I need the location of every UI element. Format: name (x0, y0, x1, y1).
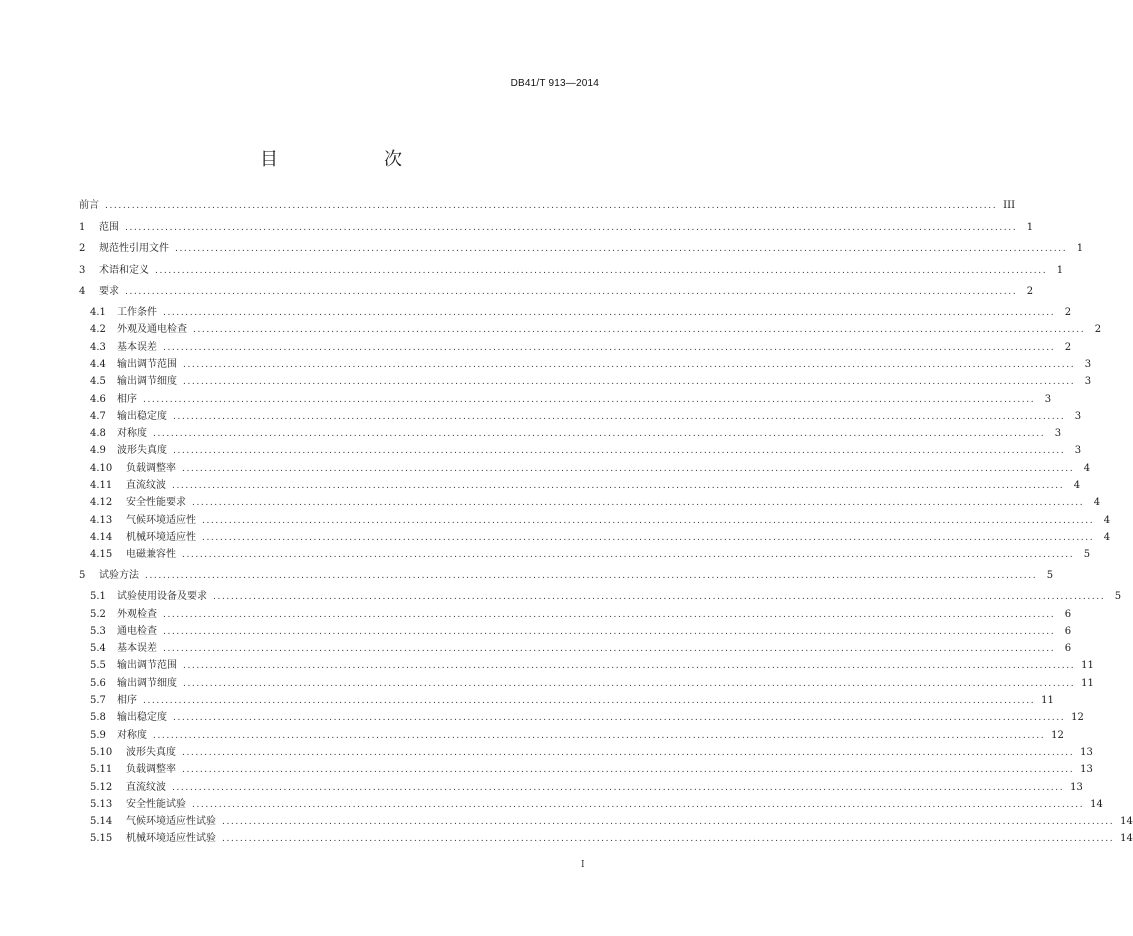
toc-entry-page: 3 (1084, 359, 1092, 370)
toc-leader-dots: ........................................................................................................................................................................................................ (163, 343, 1056, 353)
toc-entry[interactable] (90, 305, 1072, 321)
toc-entry-number: 4.3 (90, 342, 106, 353)
toc-entry-page: 1 (1056, 265, 1064, 276)
toc-leader-dots: ........................................................................................................................................................................................................ (182, 748, 1075, 758)
toc-entry-label: 负载调整率 (126, 463, 176, 474)
toc-entry-page: 6 (1064, 643, 1072, 654)
toc-entry-label: 直流纹波 (126, 782, 166, 793)
toc-entry[interactable] (90, 513, 1111, 529)
toc-entry[interactable] (90, 340, 1072, 356)
toc-entry-number: 4.2 (90, 324, 106, 335)
toc-entry-number: 4.8 (90, 428, 106, 439)
toc-leader-dots: ........................................................................................................................................................................................................ (202, 516, 1095, 526)
toc-entry[interactable] (79, 284, 1034, 300)
toc-entry-label: 安全性能要求 (126, 497, 186, 508)
toc-entry[interactable] (79, 220, 1034, 236)
toc-entry-label: 基本误差 (117, 643, 157, 654)
toc-entry-page: 14 (1120, 816, 1133, 827)
toc-entry[interactable] (90, 426, 1062, 442)
toc-entry-page: 12 (1071, 712, 1084, 723)
toc-entry-number: 5.15 (90, 833, 113, 844)
toc-entry-number: 4.13 (90, 515, 113, 526)
toc-entry[interactable] (79, 568, 1054, 584)
toc-entry[interactable] (90, 478, 1081, 494)
toc-leader-dots: ........................................................................................................................................................................................................ (153, 731, 1046, 741)
toc-entry-label: 前言 (79, 200, 99, 211)
toc-entry-label: 波形失真度 (126, 747, 176, 758)
toc-entry-label: 机械环境适应性试验 (126, 833, 216, 844)
toc-leader-dots: ........................................................................................................................................................................................................ (172, 481, 1065, 491)
toc-entry-page: 11 (1041, 695, 1054, 706)
toc-entry-page: 5 (1046, 570, 1054, 581)
toc-entry-label: 输出调节细度 (117, 376, 177, 387)
toc-leader-dots: ........................................................................................................................................................................................................ (163, 308, 1056, 318)
toc-entry-number: 5.3 (90, 626, 106, 637)
toc-entry-page: 4 (1093, 497, 1101, 508)
toc-entry-page: 5 (1114, 591, 1122, 602)
toc-entry-page: 13 (1080, 747, 1093, 758)
toc-leader-dots: ........................................................................................................................................................................................................ (182, 550, 1075, 560)
toc-entry-number: 5.10 (90, 747, 113, 758)
toc-entry[interactable] (90, 443, 1082, 459)
toc-entry-number: 4.6 (90, 394, 106, 405)
toc-entry-page: 14 (1090, 799, 1103, 810)
toc-leader-dots: ........................................................................................................................................................................................................ (143, 696, 1036, 706)
toc-entry-number: 5.11 (90, 764, 113, 775)
toc-entry-label: 术语和定义 (99, 265, 149, 276)
toc-leader-dots: ........................................................................................................................................................................................................ (173, 412, 1066, 422)
toc-leader-dots: ........................................................................................................................................................................................................ (213, 592, 1106, 602)
toc-entry-page: 2 (1064, 307, 1072, 318)
toc-entry-page: 4 (1073, 480, 1081, 491)
toc-entry[interactable] (90, 728, 1064, 744)
toc-entry-label: 要求 (99, 286, 119, 297)
toc-leader-dots: ........................................................................................................................................................................................................ (163, 644, 1056, 654)
toc-leader-dots: ........................................................................................................................................................................................................ (153, 429, 1046, 439)
toc-entry-number: 4.4 (90, 359, 106, 370)
toc-entry[interactable] (90, 495, 1101, 511)
toc-leader-dots: ........................................................................................................................................................................................................ (163, 610, 1056, 620)
toc-entry[interactable] (90, 322, 1102, 338)
toc-entry[interactable] (90, 641, 1072, 657)
toc-entry-number: 5.14 (90, 816, 113, 827)
toc-entry[interactable] (90, 693, 1054, 709)
toc-entry-label: 试验使用设备及要求 (117, 591, 207, 602)
toc-entry-number: 4.7 (90, 411, 106, 422)
toc-leader-dots: ........................................................................................................................................................................................................ (183, 360, 1076, 370)
toc-leader-dots: ........................................................................................................................................................................................................ (125, 287, 1018, 297)
toc-entry-page: 2 (1094, 324, 1102, 335)
toc-entry-number: 5 (79, 570, 86, 581)
toc-entry[interactable] (90, 745, 1093, 761)
toc-leader-dots: ........................................................................................................................................................................................................ (175, 244, 1068, 254)
toc-entry[interactable] (90, 676, 1094, 692)
toc-leader-dots: ........................................................................................................................................................................................................ (182, 765, 1075, 775)
toc-entry[interactable] (79, 263, 1064, 279)
toc-entry-page: 3 (1084, 376, 1092, 387)
toc-entry[interactable] (90, 589, 1122, 605)
toc-entry-label: 输出稳定度 (117, 712, 167, 723)
toc-leader-dots: ........................................................................................................................................................................................................ (145, 571, 1038, 581)
toc-entry-label: 输出调节范围 (117, 660, 177, 671)
toc-title: 目 次 (260, 149, 446, 170)
toc-entry-label: 输出调节细度 (117, 678, 177, 689)
toc-leader-dots: ........................................................................................................................................................................................................ (172, 783, 1065, 793)
toc-entry-label: 相序 (117, 394, 137, 405)
toc-leader-dots: ........................................................................................................................................................................................................ (202, 533, 1095, 543)
toc-entry[interactable] (90, 762, 1093, 778)
toc-entry-page: 13 (1080, 764, 1093, 775)
toc-entry-number: 4.11 (90, 480, 113, 491)
toc-entry[interactable] (90, 461, 1091, 477)
toc-entry[interactable] (90, 409, 1082, 425)
toc-entry-label: 基本误差 (117, 342, 157, 353)
toc-leader-dots: ........................................................................................................................................................................................................ (183, 377, 1076, 387)
toc-entry[interactable] (90, 374, 1092, 390)
toc-entry[interactable] (90, 710, 1084, 726)
toc-entry-page: 3 (1074, 445, 1082, 456)
toc-entry-page: 1 (1076, 243, 1084, 254)
toc-entry-label: 外观检查 (117, 609, 157, 620)
toc-entry[interactable] (90, 547, 1091, 563)
toc-leader-dots: ........................................................................................................................................................................................................ (155, 266, 1048, 276)
toc-leader-dots: ........................................................................................................................................................................................................ (192, 498, 1085, 508)
toc-entry-page: 2 (1026, 286, 1034, 297)
toc-entry-label: 相序 (117, 695, 137, 706)
toc-entry-number: 4.10 (90, 463, 113, 474)
toc-leader-dots: ........................................................................................................................................................................................................ (183, 661, 1076, 671)
toc-leader-dots: ........................................................................................................................................................................................................ (193, 325, 1086, 335)
toc-entry-number: 5.9 (90, 730, 106, 741)
toc-leader-dots: ........................................................................................................................................................................................................ (173, 713, 1066, 723)
toc-entry-label: 直流纹波 (126, 480, 166, 491)
footer-page-number: I (581, 860, 585, 870)
toc-entry-number: 5.12 (90, 782, 113, 793)
toc-leader-dots: ........................................................................................................................................................................................................ (105, 201, 998, 211)
toc-entry-page: 3 (1074, 411, 1082, 422)
toc-entry-label: 工作条件 (117, 307, 157, 318)
toc-leader-dots: ........................................................................................................................................................................................................ (125, 223, 1018, 233)
toc-entry-number: 5.1 (90, 591, 106, 602)
toc-entry-number: 4.9 (90, 445, 106, 456)
toc-entry-label: 电磁兼容性 (126, 549, 176, 560)
toc-entry-label: 规范性引用文件 (99, 243, 169, 254)
toc-entry-number: 4.14 (90, 532, 113, 543)
toc-entry-label: 安全性能试验 (126, 799, 186, 810)
toc-entry-number: 5.8 (90, 712, 106, 723)
toc-entry-label: 机械环境适应性 (126, 532, 196, 543)
toc-entry-number: 5.13 (90, 799, 113, 810)
toc-entry-number: 3 (79, 265, 86, 276)
toc-entry-number: 4 (79, 286, 86, 297)
toc-entry-label: 气候环境适应性 (126, 515, 196, 526)
toc-leader-dots: ........................................................................................................................................................................................................ (222, 834, 1115, 844)
toc-entry-page: 14 (1120, 833, 1133, 844)
toc-entry-number: 5.4 (90, 643, 106, 654)
toc-entry-number: 4.15 (90, 549, 113, 560)
toc-leader-dots: ........................................................................................................................................................................................................ (143, 395, 1036, 405)
toc-entry[interactable] (90, 658, 1094, 674)
toc-entry-page: 4 (1103, 532, 1111, 543)
toc-entry-page: 5 (1083, 549, 1091, 560)
toc-entry-page: 12 (1051, 730, 1064, 741)
toc-entry-number: 4.5 (90, 376, 106, 387)
toc-entry-label: 负载调整率 (126, 764, 176, 775)
toc-entry-page: 3 (1054, 428, 1062, 439)
toc-leader-dots: ........................................................................................................................................................................................................ (163, 627, 1056, 637)
toc-entry-page: 6 (1064, 609, 1072, 620)
toc-entry-page: 6 (1064, 626, 1072, 637)
toc-entry[interactable] (79, 198, 1016, 214)
toc-entry-page: 1 (1026, 222, 1034, 233)
toc-entry-label: 试验方法 (99, 570, 139, 581)
toc-entry[interactable] (90, 607, 1072, 623)
toc-entry-page: III (1003, 200, 1016, 211)
toc-entry-page: 11 (1081, 678, 1094, 689)
toc-entry-page: 13 (1070, 782, 1083, 793)
toc-entry-page: 11 (1081, 660, 1094, 671)
toc-entry-number: 5.2 (90, 609, 106, 620)
toc-entry[interactable] (79, 241, 1084, 257)
toc-entry-page: 3 (1044, 394, 1052, 405)
toc-entry-number: 5.7 (90, 695, 106, 706)
toc-entry-label: 通电检查 (117, 626, 157, 637)
toc-entry-label: 输出稳定度 (117, 411, 167, 422)
toc-leader-dots: ........................................................................................................................................................................................................ (173, 446, 1066, 456)
toc-entry[interactable] (90, 780, 1083, 796)
toc-entry-label: 输出调节范围 (117, 359, 177, 370)
toc-leader-dots: ........................................................................................................................................................................................................ (182, 464, 1075, 474)
toc-entry[interactable] (90, 530, 1111, 546)
toc-entry[interactable] (90, 357, 1092, 373)
toc-entry-number: 5.6 (90, 678, 106, 689)
toc-entry-label: 对称度 (117, 730, 147, 741)
toc-entry-page: 2 (1064, 342, 1072, 353)
toc-entry-number: 4.12 (90, 497, 113, 508)
toc-leader-dots: ........................................................................................................................................................................................................ (183, 679, 1076, 689)
doc-code: DB41/T 913—2014 (510, 78, 599, 89)
toc-entry[interactable] (90, 831, 1133, 847)
toc-entry[interactable] (90, 797, 1103, 813)
toc-entry-label: 波形失真度 (117, 445, 167, 456)
toc-entry-number: 4.1 (90, 307, 106, 318)
toc-entry-page: 4 (1103, 515, 1111, 526)
toc-entry-label: 对称度 (117, 428, 147, 439)
toc-entry-number: 2 (79, 243, 86, 254)
toc-entry-label: 气候环境适应性试验 (126, 816, 216, 827)
toc-entry[interactable] (90, 814, 1133, 830)
toc-leader-dots: ........................................................................................................................................................................................................ (222, 817, 1115, 827)
toc-leader-dots: ........................................................................................................................................................................................................ (192, 800, 1085, 810)
toc-entry[interactable] (90, 392, 1052, 408)
toc-entry-number: 5.5 (90, 660, 106, 671)
toc-entry-page: 4 (1083, 463, 1091, 474)
toc-entry-label: 范围 (99, 222, 119, 233)
toc-entry-label: 外观及通电检查 (117, 324, 187, 335)
toc-entry[interactable] (90, 624, 1072, 640)
toc-entry-number: 1 (79, 222, 86, 233)
